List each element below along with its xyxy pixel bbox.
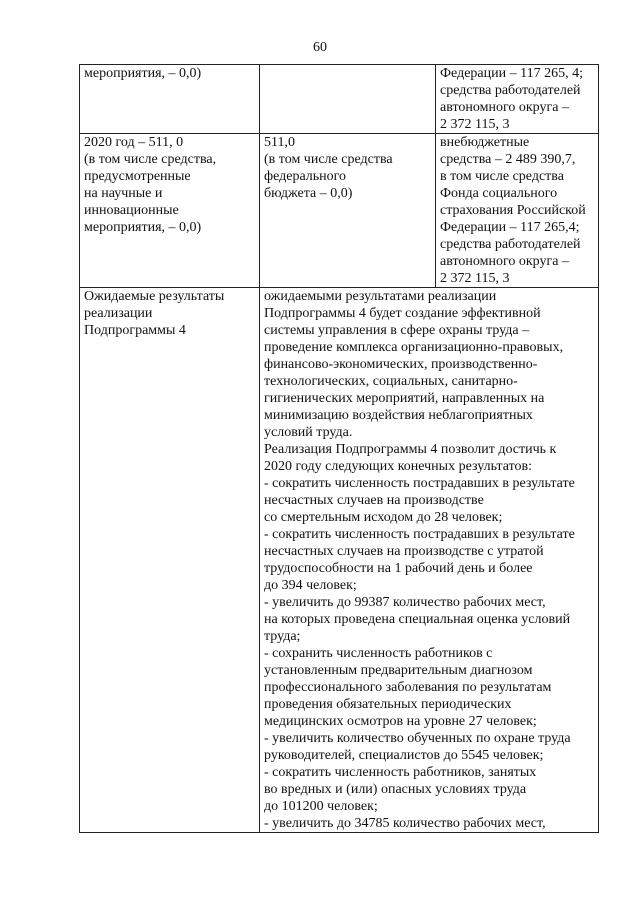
row2-col2: 511,0 (в том числе средства федерального бюджета – 0,0) xyxy=(260,134,436,288)
row2-col1: 2020 год – 511, 0 (в том числе средства, предусмотренные на научные и инновационные мероприятия, – 0,0) xyxy=(80,134,260,288)
row1-col1: мероприятия, – 0,0) xyxy=(80,65,260,134)
row2-col3: внебюджетные средства – 2 489 390,7, в том числе средства Фонда социального страхования Российской Федерации – 117 265,4; средства работодателей автономного округа – 2 372 115, 3 xyxy=(436,134,599,288)
results-label-cell: Ожидаемые результаты реализации Подпрограммы 4 xyxy=(80,288,260,833)
page-number: 60 xyxy=(313,40,327,55)
row1-col3: Федерации – 117 265, 4; средства работодателей автономного округа – 2 372 115, 3 xyxy=(436,65,599,134)
row1-col2 xyxy=(260,65,436,134)
table-row xyxy=(80,134,599,288)
table-row xyxy=(80,288,599,833)
results-text-cell: ожидаемыми результатами реализации Подпрограммы 4 будет создание эффективной системы управления в сфере охраны труда – проведение комплекса организационно-правовых, финансово-экономических, производственно- технологических, социальных, санитарно- гигиенических мероприятий, направленных на минимизацию воздействия неблагоприятных условий труда. Реализация Подпрограммы 4 позволит достичь к 2020 году следующих конечных результатов: - сократить численность пострадавших в результате несчастных случаев на производстве со смертельным исходом до 28 человек; - сократить численность пострадавших в результате несчастных случаев на производстве с утратой трудоспособности на 1 рабочий день и более до 394 человек; - увеличить до 99387 количество рабочих мест, на которых проведена специальная оценка условий труда; - сохранить численность работников с установленным предварительным диагнозом профессионального заболевания по результатам проведения обязательных периодических медицинских осмотров на уровне 27 человек; - увеличить количество обученных по охране труда руководителей, специалистов до 5545 человек; - сократить численность работников, занятых во вредных и (или) опасных условиях труда до 101200 человек; - увеличить до 34785 количество рабочих мест, xyxy=(260,288,599,833)
subprogram-table xyxy=(79,64,599,833)
table-row xyxy=(80,65,599,134)
